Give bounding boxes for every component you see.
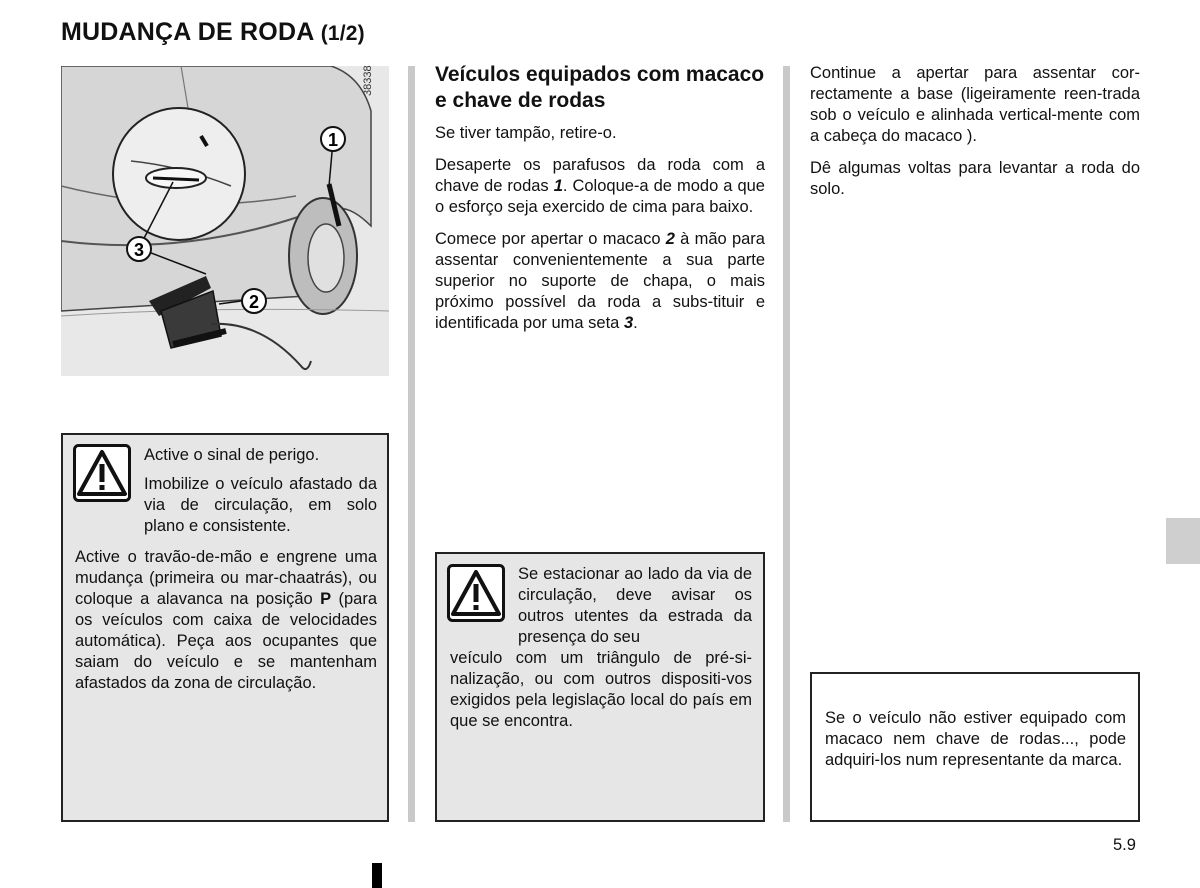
middle-paragraph-3-c: .: [633, 314, 638, 332]
middle-paragraph-2-num: 1: [553, 177, 563, 195]
middle-paragraph-3-a: Comece por apertar o macaco: [435, 230, 666, 248]
warning-handbrake-bold: P: [320, 590, 332, 608]
jack-illustration-drawing: [61, 66, 389, 376]
jack-illustration: [61, 66, 389, 376]
figure-code: 38338: [362, 65, 374, 96]
left-warning-box: [61, 433, 389, 822]
middle-warning-intro: Se estacionar ao lado da via de circulação, deve avisar os outros utentes da estrada da presença do seu: [518, 565, 752, 646]
warning-handbrake-text: [75, 547, 377, 694]
middle-paragraph-1: Se tiver tampão, retire-o.: [435, 124, 617, 142]
page-title-main: MUDANÇA DE RODA: [61, 18, 314, 46]
callout-3-label: 3: [133, 240, 145, 260]
column-divider-left: [408, 66, 415, 822]
page-title: [61, 18, 365, 47]
right-paragraph-1: Continue a apertar para assentar cor-rectamente a base (ligeiramente reen-trada sob o veículo e alinhada vertical-mente com a cabeça do macaco ).: [810, 64, 1140, 145]
middle-paragraph-3-num2: 3: [623, 314, 634, 332]
middle-paragraph-3-num: 2: [665, 230, 675, 248]
middle-paragraph-3: [435, 229, 765, 334]
middle-paragraph-2-b: . Coloque-a de modo a que o esforço seja exercido de cima para baixo.: [435, 177, 765, 216]
callout-1-label: 1: [327, 130, 339, 150]
column-divider-right: [783, 66, 790, 822]
chapter-tab: [1166, 518, 1200, 564]
info-box: [810, 672, 1140, 822]
middle-warning-rest: veículo com um triângulo de pré-si-nalização, ou com outros dispositi-vos exigidos pela legislação local do país em que se encontra.: [450, 649, 752, 730]
warning-hazard-lights: Active o sinal de perigo.: [144, 446, 320, 464]
warning-immobilize: Imobilize o veículo afastado da via de circulação, em solo plano e consistente.: [144, 475, 377, 535]
page-title-suffix: (1/2): [320, 22, 365, 45]
middle-column-text: [435, 123, 765, 345]
middle-paragraph-3-b: à mão para assentar convenientemente a sua parte superior no suporte de chapa, o mais próximo possível da roda a subs-tituir e identificada por uma seta: [435, 230, 765, 332]
callout-2-label: 2: [248, 292, 260, 312]
right-column-text: [810, 63, 1140, 211]
warning-triangle-icon: [73, 444, 131, 502]
warning-handbrake-part-1: Active o travão-de-mão e engrene uma mudança (primeira ou mar-chaatrás), ou coloque a alavanca na posição: [75, 548, 377, 608]
middle-paragraph-2: [435, 155, 765, 218]
crop-mark: [372, 863, 382, 888]
section-heading: Veículos equipados com macaco e chave de rodas: [435, 63, 765, 112]
middle-warning-box: [435, 552, 765, 822]
middle-paragraph-2-a: Desaperte os parafusos da roda com a chave de rodas: [435, 156, 765, 195]
warning-triangle-icon: [447, 564, 505, 622]
right-paragraph-2: Dê algumas voltas para levantar a roda do solo.: [810, 159, 1140, 198]
page-number: 5.9: [1113, 836, 1136, 854]
info-box-text: Se o veículo não estiver equipado com macaco nem chave de rodas..., pode adquiri-los num representante da marca.: [825, 709, 1126, 769]
warning-handbrake-part-2: (para os veículos com caixa de velocidades automática). Peça aos ocupantes que saiam do veículo e se mantenham afastados da zona de circulação.: [75, 590, 377, 692]
